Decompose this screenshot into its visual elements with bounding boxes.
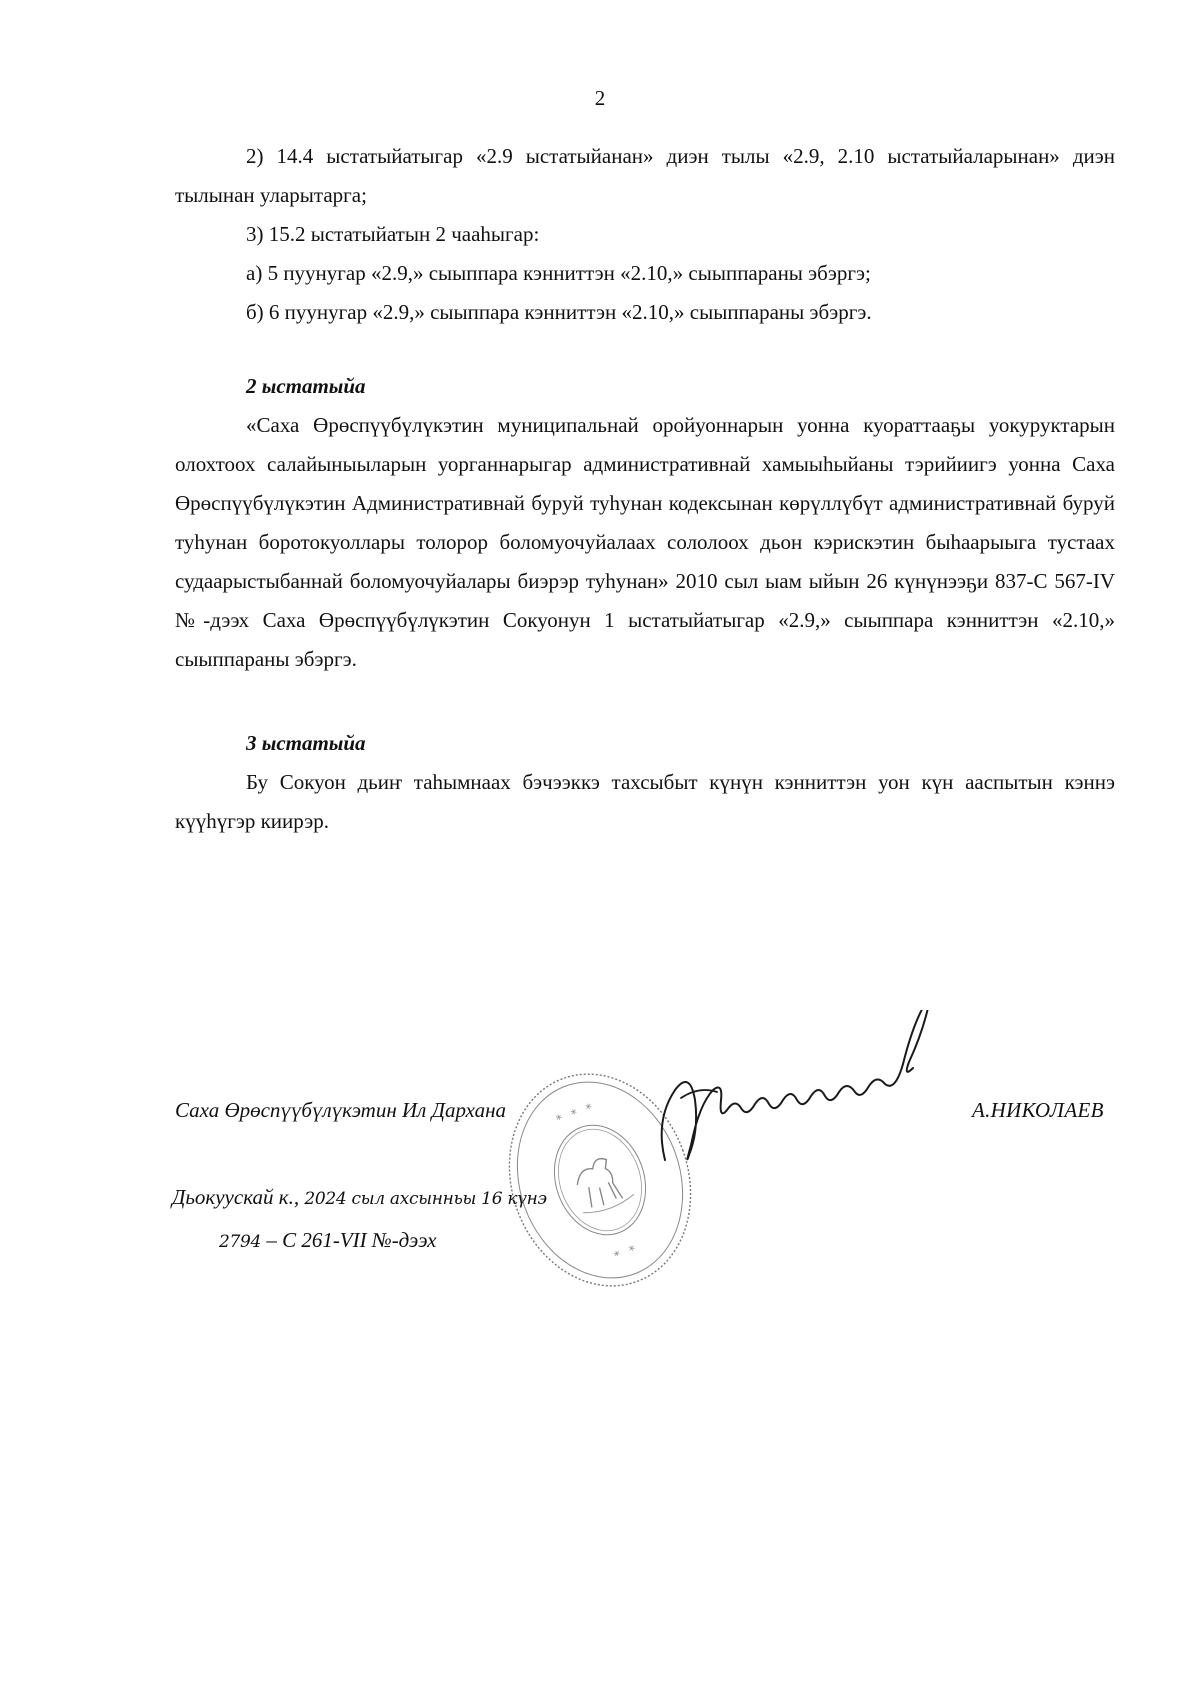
list-item: б) 6 пуунугар «2.9,» сыыппара кэнниттэн «2.10,» сыыппараны эбэргэ. (246, 300, 872, 324)
document-body (175, 137, 1115, 841)
svg-text:* * *: * * * (554, 1099, 598, 1127)
article-2-heading: 2 ыстатыйа (246, 374, 366, 398)
handwritten-signature-icon (645, 1010, 945, 1180)
signer-title: Саха Өрөспүүбүлүкэтин Ил Дархана (175, 1098, 506, 1122)
article-3-text: Бу Сокуон дьиҥ таһымнаах бэчээккэ тахсыбыт күнүн кэнниттэн уон күн ааспытын кэннэ күүһүгэр киирэр. (175, 770, 1115, 833)
list-item: а) 5 пуунугар «2.9,» сыыппара кэнниттэн «2.10,» сыыппараны эбэргэ; (246, 261, 871, 285)
handwritten-number: 2794 (219, 1232, 262, 1252)
document-number (219, 1228, 436, 1253)
number-suffix: – С 261-VII №-дээх (266, 1228, 437, 1252)
article-3-heading: 3 ыстатыйа (246, 731, 366, 755)
official-seal-icon (505, 1065, 695, 1295)
svg-text:* *: * * (612, 1241, 641, 1264)
page-number: 2 (594, 86, 606, 110)
place-date (172, 1185, 547, 1210)
list-item: 3) 15.2 ыстатыйатын 2 чааһыгар: (246, 222, 540, 246)
city-label: Дьокуускай к., (172, 1185, 300, 1209)
list-item: 2) 14.4 ыстатыйатыгар «2.9 ыстатыйанан» диэн тылы «2.9, 2.10 ыстатыйаларынан» диэн тылынан уларытарга; (175, 144, 1115, 207)
article-2-text: «Саха Өрөспүүбүлүкэтин муниципальнай оройуоннарын уонна куораттааҕы уокуруктарын олохтоох салайыныыларын уорганнарыгар административнай хамыыһыйаны тэрийиигэ уонна Саха Өрөспүүбүлүкэтин Административнай буруй туһунан кодексынан көрүллүбүт административнай буруй туһунан боротокуоллары толорор боломуочуйалаах сололоох дьон кэрискэтин быһаарыыга тустаах судаарыстыбаннай боломуочуйалары биэрэр туһунан» 2010 сыл ыам ыйын 26 күнүнээҕи 837-С 567-IV №-дээх Саха Өрөспүүбүлүкэтин Сокуонун 1 ыстатыйатыгар «2.9,» сыыппара кэнниттэн «2.10,» сыыппараны эбэргэ. (175, 413, 1115, 671)
signer-name: А.НИКОЛАЕВ (972, 1098, 1104, 1122)
handwritten-date: 2024 сыл ахсынньы 16 күнэ (304, 1189, 547, 1209)
